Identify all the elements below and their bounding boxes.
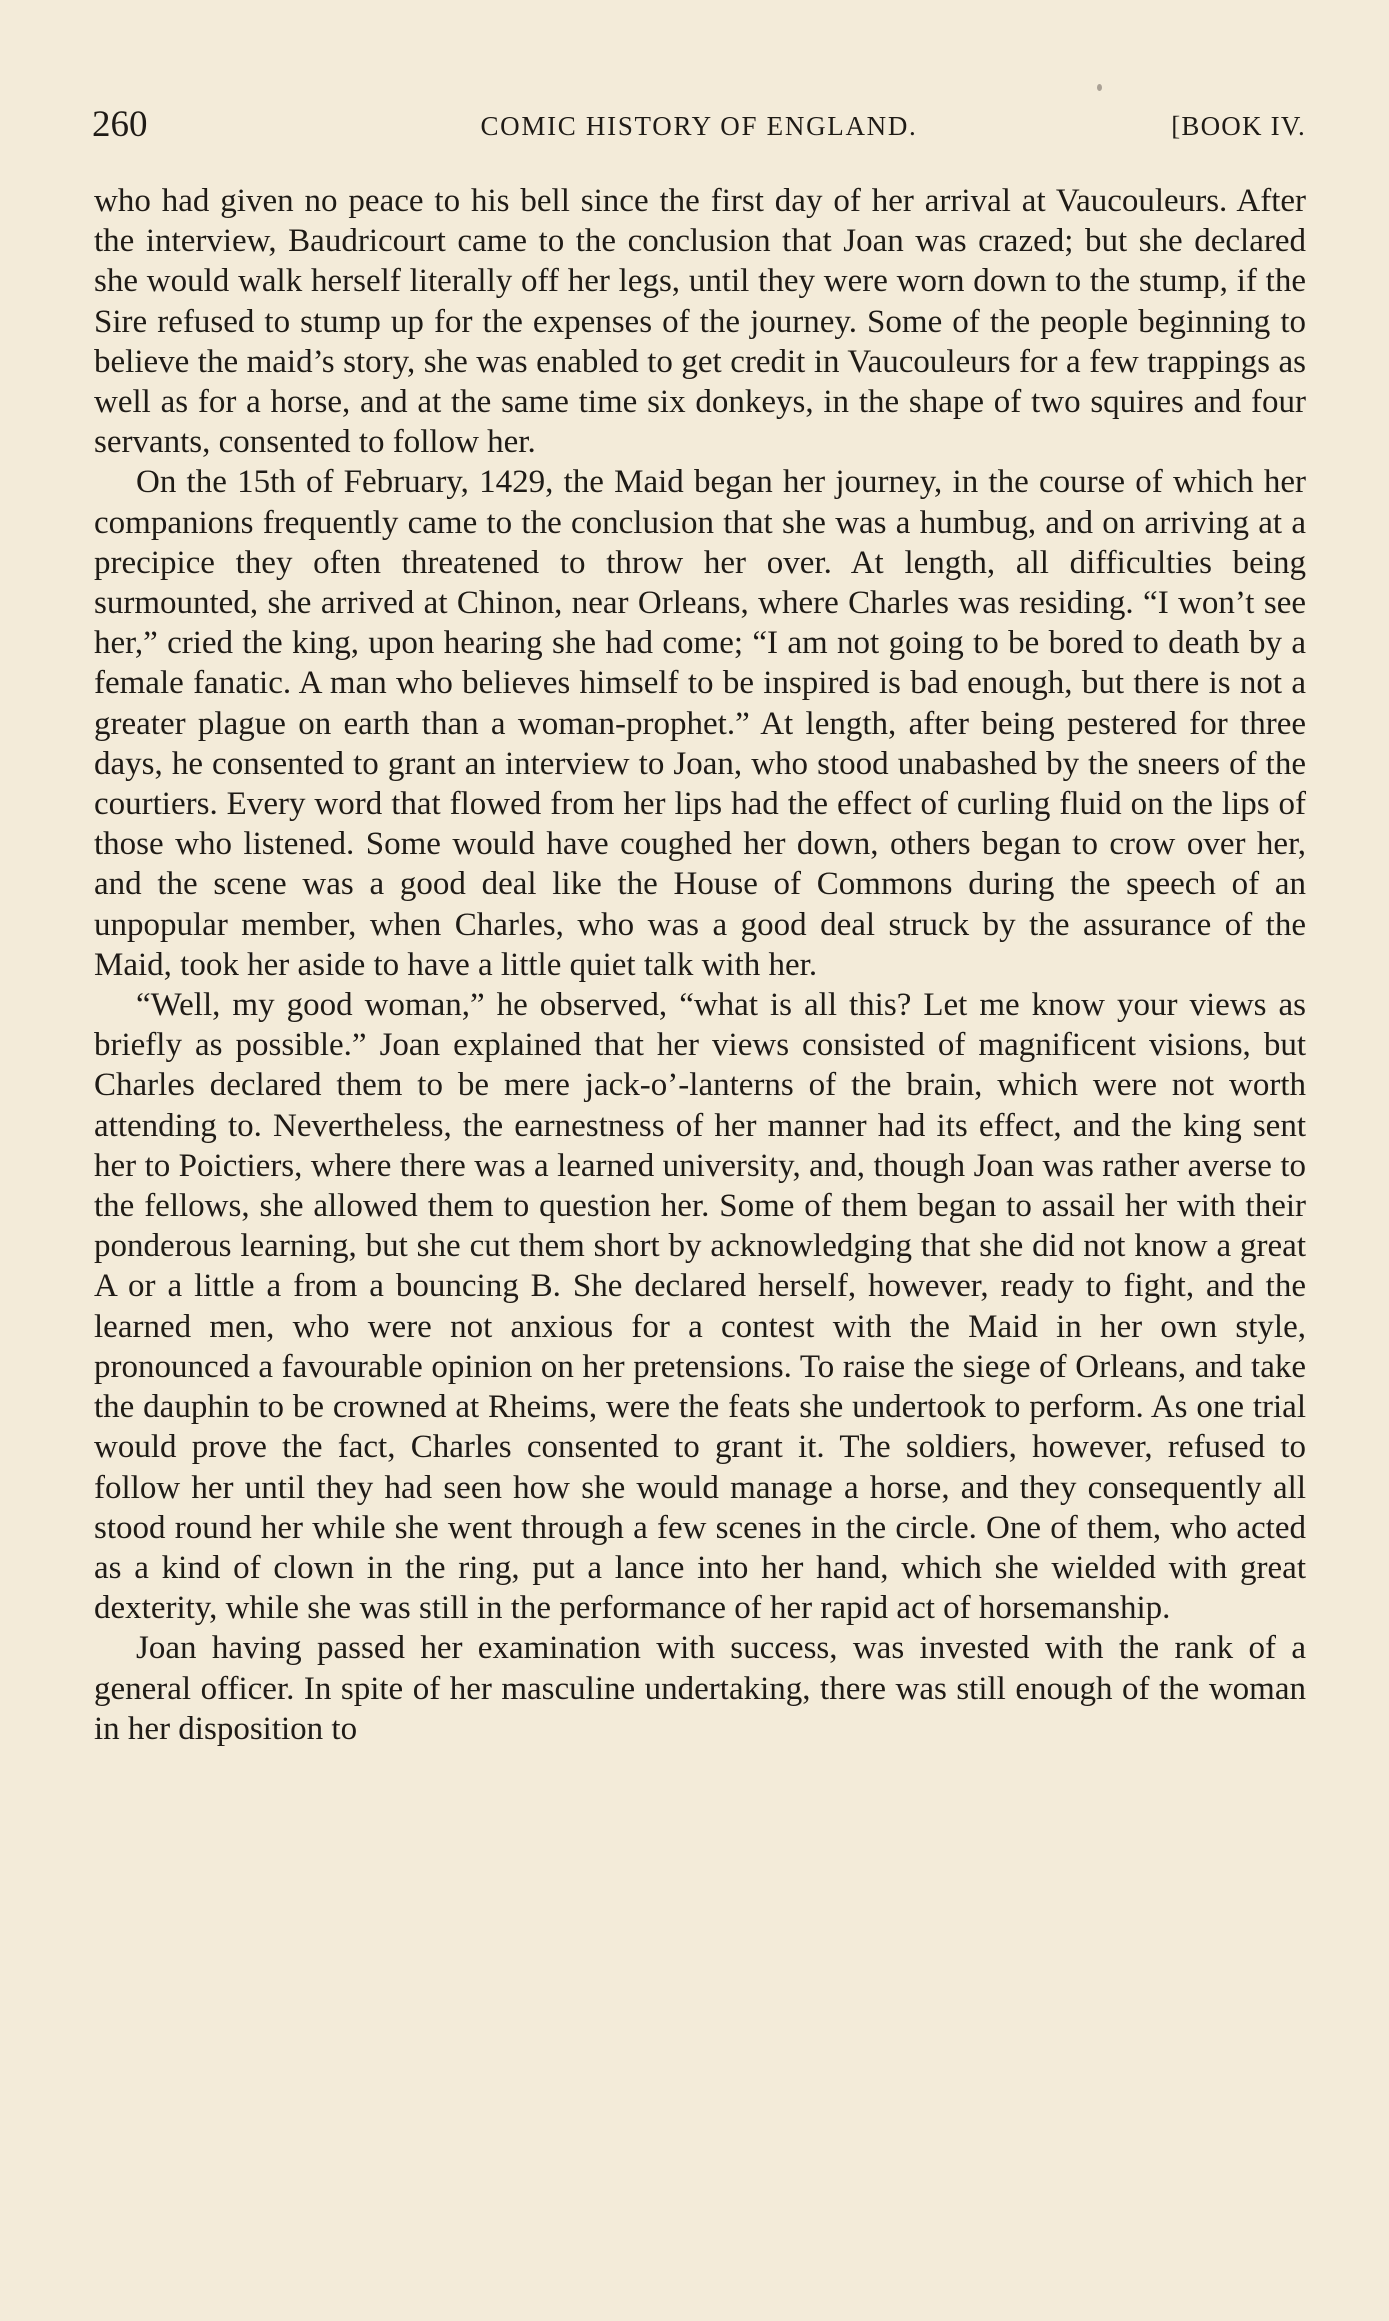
body-text — [94, 181, 1306, 1749]
paper-speck — [1097, 84, 1102, 91]
paragraph-journey: On the 15th of February, 1429, the Maid began her journey, in the course of which her companions frequently came to the conclusion that she was a humbug, and on arriving at a precipice they often threatened to throw her over. At length, all difficulties being surmounted, she arrived at Chinon, near Orleans, where Charles was residing. “I won’t see her,” cried the king, upon hearing she had come; “I am not going to be bored to death by a female fanatic. A man who believes himself to be inspired is bad enough, but there is not a greater plague on earth than a woman-prophet.” At length, after being pestered for three days, he consented to grant an interview to Joan, who stood unabashed by the sneers of the courtiers. Every word that flowed from her lips had the effect of curling fluid on the lips of those who listened. Some would have coughed her down, others began to crow over her, and the scene was a good deal like the House of Commons during the speech of an unpopular member, when Charles, who was a good deal struck by the assurance of the Maid, took her aside to have a little quiet talk with her. — [94, 464, 1306, 983]
paragraph-interview: “Well, my good woman,” he observed, “what is all this? Let me know your views as briefly as possible.” Joan explained that her views consisted of magnificent visions, but Charles declared them to be mere jack-o’-lanterns of the brain, which were not worth attending to. Nevertheless, the earnestness of her manner had its effect, and the king sent her to Poictiers, where there was a learned university, and, though Joan was rather averse to the fellows, she allowed them to question her. Some of them began to assail her with their ponderous learning, but she cut them short by acknowledging that she did not know a great A or a little a from a bouncing B. She declared herself, however, ready to fight, and the learned men, who were not anxious for a contest with the Maid in her own style, pronounced a favourable opinion on her pretensions. To raise the siege of Orleans, and take the dauphin to be crowned at Rheims, were the feats she undertook to perform. As one trial would prove the fact, Charles consented to grant it. The soldiers, however, refused to follow her until they had seen how she would manage a horse, and they consequently all stood round her while she went through a few scenes in the circle. One of them, who acted as a kind of clown in the ring, put a lance into her hand, which she wielded with great dexterity, while she was still in the performance of her rapid act of horsemanship. — [94, 987, 1306, 1627]
page-number: 260 — [92, 104, 148, 145]
running-title: COMIC HISTORY OF ENGLAND. — [480, 111, 918, 141]
paragraph-continuation: who had given no peace to his bell since the first day of her arrival at Vaucouleurs. After the interview, Baudricourt came to the conclusion that Joan was crazed; but she declared she would walk herself literally off her legs, until they were worn down to the stump, if the Sire refused to stump up for the expenses of the journey. Some of the people beginning to believe the maid’s story, she was enabled to get credit in Vaucouleurs for a few trappings as well as for a horse, and at the same time six donkeys, in the shape of two squires and four servants, consented to follow her. — [94, 183, 1306, 461]
paragraph-examination: Joan having passed her examination with success, was invested with the rank of a general officer. In spite of her masculine undertaking, there was still enough of the woman in her disposition to — [94, 1630, 1306, 1747]
running-header — [92, 98, 1306, 152]
book-label: [BOOK IV. — [1171, 111, 1306, 141]
